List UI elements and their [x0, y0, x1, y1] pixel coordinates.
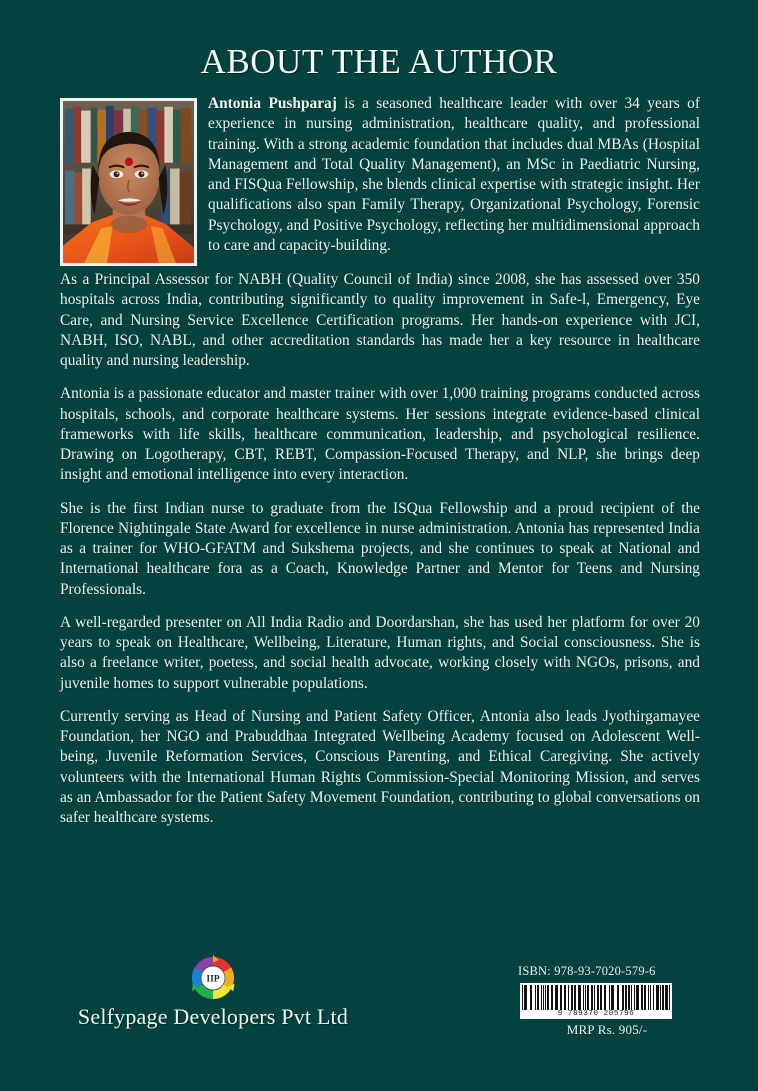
- isbn-text: ISBN: 978-93-7020-579-6: [518, 964, 656, 978]
- mrp-text: MRP Rs. 905/-: [566, 1022, 648, 1037]
- bio-paragraph-6: Currently serving as Head of Nursing and Patient Safety Officer, Antonia also leads Jyothirgamayee Foundation, her NGO and Prabuddhaa Integrated Wellbeing Academy focused on Adolescent Well-being, Juvenile Reformation Services, Conscious Parenting, and Ethical Caregiving. She actively volunteers with the International Human Rights Commission-Special Monitoring Mission, and serves as an Ambassador for the Patient Safety Movement Foundation, contributing to global conversations on safer healthcare systems.: [60, 707, 700, 826]
- cover-footer: [0, 950, 758, 1091]
- barcode: [520, 983, 672, 1019]
- publisher-logo-icon: [189, 954, 237, 1002]
- publisher-block: [48, 950, 378, 1030]
- bio-paragraph-4: She is the first Indian nurse to graduate from the ISQua Fellowship and a proud recipient of the Florence Nightingale State Award for excellence in nurse administration. Antonia has represented India as a trainer for WHO-GFATM and Sukshema projects, and she continues to speak at National and International healthcare fora as a Coach, Knowledge Partner and Mentor for Teens and Nursing Professionals.: [60, 499, 700, 598]
- bio-paragraph-1-text: is a seasoned healthcare leader with over 34 years of experience in nursing administration, healthcare quality, and professional training. With a strong academic foundation that includes dual MBAs (Hospital Management and Total Quality Management), an MSc in Paediatric Nursing, and FISQua Fellowship, she blends clinical expertise with strategic insight. Her qualifications also span Family Therapy, Organizational Psychology, Forensic Psychology, and Positive Psychology, reflecting her multidimensional approach to care and capacity-building.: [208, 95, 700, 254]
- bio-paragraph-3: Antonia is a passionate educator and master trainer with over 1,000 training programs conducted across hospitals, schools, and corporate healthcare systems. Her sessions integrate evidence-based clinical frameworks with life skills, healthcare communication, leadership, and psychological resilience. Drawing on Logotherapy, CBT, REBT, Compassion-Focused Therapy, and NLP, she brings deep insight and emotional intelligence into every interaction.: [60, 385, 700, 484]
- barcode-bars: [522, 985, 670, 1010]
- bio-content: [60, 94, 700, 841]
- publisher-name: Selfypage Developers Pvt Ltd: [77, 1004, 349, 1029]
- barcode-digits: 9 789370 205796: [557, 1010, 635, 1018]
- author-portrait: [60, 98, 197, 266]
- author-name: Antonia Pushparaj: [208, 95, 337, 112]
- isbn-block: [514, 964, 700, 1038]
- bio-paragraph-2: As a Principal Assessor for NABH (Quality Council of India) since 2008, she has assessed over 350 hospitals across India, contributing significantly to quality improvement in Safe-l, Emergency, Eye Care, and Nursing Service Excellence Certification programs. Her hands-on experience with JCI, NABH, ISO, NABL, and other accreditation standards has made her a key resource in healthcare quality and nursing leadership.: [60, 271, 700, 369]
- logo-text: IIP: [206, 973, 220, 985]
- bio-paragraph-5: A well-regarded presenter on All India Radio and Doordarshan, she has used her platform for over 20 years to speak on Healthcare, Wellbeing, Literature, Human rights, and Social consciousness. She is also a freelance writer, poetess, and social health advocate, working closely with NGOs, prisons, and juvenile homes to support vulnerable populations.: [60, 613, 700, 692]
- page-title: ABOUT THE AUTHOR: [200, 42, 558, 81]
- portrait-illustration: [63, 101, 194, 263]
